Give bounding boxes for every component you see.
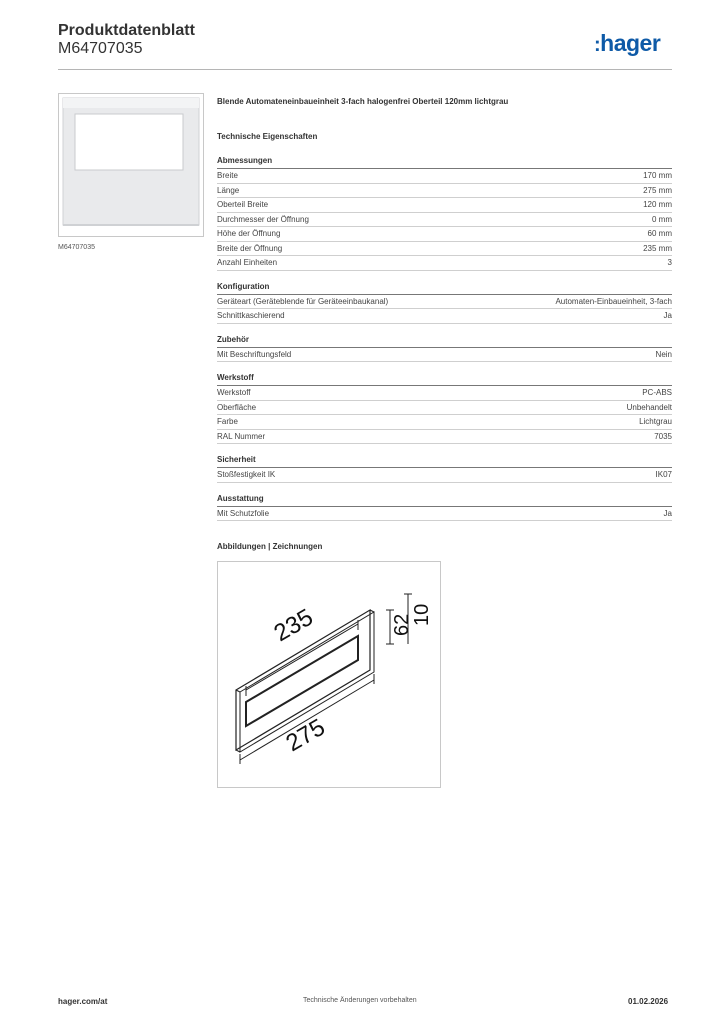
logo-colon-icon: : bbox=[594, 34, 601, 56]
section-title: Zubehör bbox=[217, 332, 672, 348]
row-value: PC-ABS bbox=[642, 388, 672, 397]
table-row bbox=[217, 256, 672, 271]
section-abmessungen bbox=[217, 153, 672, 271]
table-row bbox=[217, 507, 672, 522]
row-value: 170 mm bbox=[643, 171, 672, 180]
image-caption: M64707035 bbox=[58, 244, 95, 251]
section-title: Abmessungen bbox=[217, 153, 672, 169]
page-title: Produktdatenblatt bbox=[58, 22, 195, 39]
section-sicherheit bbox=[217, 452, 672, 483]
row-label: Höhe der Öffnung bbox=[217, 229, 281, 238]
section-konfiguration bbox=[217, 279, 672, 324]
table-row bbox=[217, 213, 672, 228]
row-value: Ja bbox=[663, 508, 672, 518]
table-row bbox=[217, 386, 672, 401]
logo-text: hager bbox=[600, 30, 661, 56]
row-value: 0 mm bbox=[652, 214, 672, 224]
table-row bbox=[217, 198, 672, 213]
table-row bbox=[217, 184, 672, 199]
row-value: 275 mm bbox=[643, 185, 672, 195]
spec-table bbox=[217, 153, 672, 529]
section-werkstoff bbox=[217, 370, 672, 444]
table-row bbox=[217, 295, 672, 310]
row-label: Geräteart (Geräteblende für Geräteeinbaukanal) bbox=[217, 296, 389, 306]
product-description: Blende Automateneinbaueinheit 3-fach halogenfrei Oberteil 120mm lichtgrau bbox=[217, 97, 509, 106]
row-label: Breite der Öffnung bbox=[217, 243, 283, 253]
row-label: Länge bbox=[217, 185, 240, 195]
row-value: Lichtgrau bbox=[639, 417, 672, 426]
table-row bbox=[217, 401, 672, 416]
dimension-drawing-icon bbox=[218, 562, 440, 787]
row-label: RAL Nummer bbox=[217, 431, 266, 441]
table-row bbox=[217, 242, 672, 257]
hager-logo[interactable] bbox=[594, 30, 660, 57]
technical-properties-title: Technische Eigenschaften bbox=[217, 132, 318, 141]
row-label: Breite bbox=[217, 171, 238, 180]
section-title: Ausstattung bbox=[217, 491, 672, 507]
row-label: Farbe bbox=[217, 417, 238, 426]
product-code: M64707035 bbox=[58, 40, 143, 57]
section-zubehoer bbox=[217, 332, 672, 363]
row-label: Durchmesser der Öffnung bbox=[217, 214, 309, 224]
dim-235-label: 235 bbox=[269, 603, 318, 648]
row-label: Stoßfestigkeit IK bbox=[217, 470, 276, 479]
table-row bbox=[217, 227, 672, 242]
dim-62-label: 62 bbox=[391, 613, 413, 636]
footer-note: Technische Änderungen vorbehalten bbox=[303, 997, 417, 1004]
footer-website-link[interactable]: hager.com/at bbox=[58, 997, 108, 1006]
product-image bbox=[58, 93, 204, 237]
technical-drawing bbox=[217, 561, 441, 788]
row-label: Mit Beschriftungsfeld bbox=[217, 349, 292, 359]
section-title: Konfiguration bbox=[217, 279, 672, 295]
row-label: Schnittkaschierend bbox=[217, 311, 285, 320]
row-value: Unbehandelt bbox=[626, 402, 672, 412]
table-row bbox=[217, 430, 672, 445]
row-value: 60 mm bbox=[647, 229, 672, 238]
section-title: Werkstoff bbox=[217, 370, 672, 386]
product-photo-icon bbox=[59, 94, 203, 236]
table-row bbox=[217, 348, 672, 363]
dim-10-label: 10 bbox=[411, 603, 433, 626]
dim-275-label: 275 bbox=[281, 713, 330, 758]
section-ausstattung bbox=[217, 491, 672, 522]
header-divider bbox=[58, 69, 672, 70]
row-value: 3 bbox=[667, 258, 672, 267]
row-label: Werkstoff bbox=[217, 388, 251, 397]
row-label: Mit Schutzfolie bbox=[217, 508, 270, 518]
table-row bbox=[217, 309, 672, 324]
row-value: 7035 bbox=[654, 431, 672, 441]
row-value: 120 mm bbox=[643, 200, 672, 209]
table-row bbox=[217, 468, 672, 483]
table-row bbox=[217, 415, 672, 430]
row-label: Oberfläche bbox=[217, 402, 257, 412]
row-value: IK07 bbox=[655, 470, 672, 479]
row-value: Automaten-Einbaueinheit, 3-fach bbox=[555, 296, 672, 306]
table-row bbox=[217, 169, 672, 184]
row-value: Nein bbox=[655, 349, 672, 359]
footer-date: 01.02.2026 bbox=[628, 997, 669, 1006]
row-value: Ja bbox=[663, 311, 672, 320]
figures-title: Abbildungen | Zeichnungen bbox=[217, 542, 323, 551]
row-value: 235 mm bbox=[643, 243, 672, 253]
row-label: Anzahl Einheiten bbox=[217, 258, 278, 267]
row-label: Oberteil Breite bbox=[217, 200, 269, 209]
section-title: Sicherheit bbox=[217, 452, 672, 468]
